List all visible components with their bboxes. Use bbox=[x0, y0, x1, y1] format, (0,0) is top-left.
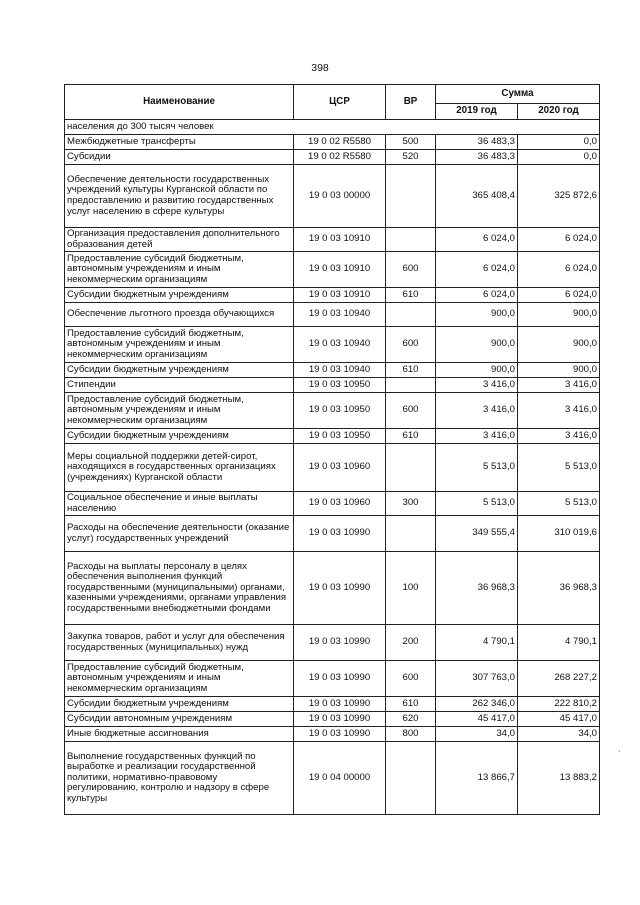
cell-y2019: 365 408,4 bbox=[436, 165, 518, 228]
cell-csr: 19 0 03 10990 bbox=[294, 516, 386, 552]
header-row bbox=[65, 85, 600, 104]
cell-name: Предоставление субсидий бюджетным, автономным учреждениям и иным некоммерческим организациям bbox=[65, 252, 294, 288]
cell-name: Расходы на обеспечение деятельности (оказание услуг) государственных учреждений bbox=[65, 516, 294, 552]
cell-vr bbox=[386, 165, 436, 228]
cell-y2019: 45 417,0 bbox=[436, 712, 518, 727]
cell-vr bbox=[386, 228, 436, 252]
cell-y2020: 45 417,0 bbox=[518, 712, 600, 727]
cell-vr bbox=[386, 444, 436, 492]
cell-y2019: 307 763,0 bbox=[436, 661, 518, 697]
cell-name: Субсидии бюджетным учреждениям bbox=[65, 363, 294, 378]
cell-vr: 620 bbox=[386, 712, 436, 727]
cell-csr: 19 0 03 10990 bbox=[294, 712, 386, 727]
cell-csr: 19 0 03 10940 bbox=[294, 327, 386, 363]
cell-csr: 19 0 04 00000 bbox=[294, 742, 386, 815]
cell-name: Субсидии бюджетным учреждениям bbox=[65, 288, 294, 303]
table-row bbox=[65, 625, 600, 661]
cell-vr: 100 bbox=[386, 552, 436, 625]
table-row bbox=[65, 288, 600, 303]
table-body bbox=[65, 120, 600, 815]
table-row bbox=[65, 135, 600, 150]
table-row bbox=[65, 120, 600, 135]
cell-y2019: 6 024,0 bbox=[436, 288, 518, 303]
table-row bbox=[65, 552, 600, 625]
cell-vr: 600 bbox=[386, 661, 436, 697]
cell-name: Меры социальной поддержки детей-сирот, находящихся в государственных организациях (учреждениях) Курганской области bbox=[65, 444, 294, 492]
cell-y2019: 900,0 bbox=[436, 363, 518, 378]
cell-name: Закупка товаров, работ и услуг для обеспечения государственных (муниципальных) нужд bbox=[65, 625, 294, 661]
header-2019: 2019 год bbox=[436, 104, 518, 120]
cell-y2020: 13 883,2 bbox=[518, 742, 600, 815]
cell-csr: 19 0 03 10990 bbox=[294, 727, 386, 742]
table-row bbox=[65, 727, 600, 742]
cell-y2020: 36 968,3 bbox=[518, 552, 600, 625]
cell-y2019: 349 555,4 bbox=[436, 516, 518, 552]
cell-y2020: 6 024,0 bbox=[518, 288, 600, 303]
cell-y2020: 310 019,6 bbox=[518, 516, 600, 552]
table-row bbox=[65, 327, 600, 363]
table-row bbox=[65, 252, 600, 288]
cell-y2019: 5 513,0 bbox=[436, 492, 518, 516]
cell-name: Обеспечение деятельности государственных учреждений культуры Курганской области по предоставлению и развитию государственных услуг населению в сфере культуры bbox=[65, 165, 294, 228]
header-2020: 2020 год bbox=[518, 104, 600, 120]
cell-y2020: 325 872,6 bbox=[518, 165, 600, 228]
page-number: 398 bbox=[311, 62, 329, 74]
cell-y2020: 5 513,0 bbox=[518, 444, 600, 492]
table-row bbox=[65, 165, 600, 228]
cell-csr: 19 0 03 10940 bbox=[294, 303, 386, 327]
cell-y2020: 3 416,0 bbox=[518, 393, 600, 429]
header-sum: Сумма bbox=[436, 85, 600, 104]
cell-y2019: 36 483,3 bbox=[436, 150, 518, 165]
cell-vr: 610 bbox=[386, 697, 436, 712]
cell-name: Субсидии bbox=[65, 150, 294, 165]
cell-vr: 300 bbox=[386, 492, 436, 516]
cell-csr: 19 0 03 10950 bbox=[294, 378, 386, 393]
cell-y2020: 0,0 bbox=[518, 150, 600, 165]
cell-name: населения до 300 тысяч человек bbox=[65, 120, 600, 135]
cell-y2019: 6 024,0 bbox=[436, 252, 518, 288]
cell-name: Предоставление субсидий бюджетным, автономным учреждениям и иным некоммерческим организациям bbox=[65, 393, 294, 429]
cell-name: Организация предоставления дополнительного образования детей bbox=[65, 228, 294, 252]
cell-y2020: 268 227,2 bbox=[518, 661, 600, 697]
cell-y2020: 3 416,0 bbox=[518, 378, 600, 393]
table-row bbox=[65, 393, 600, 429]
cell-vr: 600 bbox=[386, 327, 436, 363]
cell-csr: 19 0 03 10910 bbox=[294, 228, 386, 252]
cell-name: Иные бюджетные ассигнования bbox=[65, 727, 294, 742]
cell-y2019: 900,0 bbox=[436, 327, 518, 363]
cell-name: Стипендии bbox=[65, 378, 294, 393]
table-row bbox=[65, 492, 600, 516]
table-row bbox=[65, 742, 600, 815]
cell-y2020: 900,0 bbox=[518, 303, 600, 327]
table-row bbox=[65, 444, 600, 492]
cell-y2020: 3 416,0 bbox=[518, 429, 600, 444]
cell-csr: 19 0 03 10940 bbox=[294, 363, 386, 378]
cell-csr: 19 0 03 10990 bbox=[294, 625, 386, 661]
cell-y2019: 3 416,0 bbox=[436, 393, 518, 429]
table-row bbox=[65, 516, 600, 552]
cell-vr: 600 bbox=[386, 393, 436, 429]
header-vr: ВР bbox=[386, 85, 436, 120]
cell-vr: 200 bbox=[386, 625, 436, 661]
cell-y2019: 3 416,0 bbox=[436, 378, 518, 393]
cell-name: Субсидии автономным учреждениям bbox=[65, 712, 294, 727]
table-row bbox=[65, 150, 600, 165]
cell-y2019: 36 968,3 bbox=[436, 552, 518, 625]
table-row bbox=[65, 661, 600, 697]
cell-y2020: 222 810,2 bbox=[518, 697, 600, 712]
cell-y2020: 34,0 bbox=[518, 727, 600, 742]
cell-csr: 19 0 02 R5580 bbox=[294, 135, 386, 150]
scan-mark: ˎ bbox=[618, 742, 621, 752]
cell-name: Предоставление субсидий бюджетным, автономным учреждениям и иным некоммерческим организациям bbox=[65, 661, 294, 697]
cell-csr: 19 0 03 10960 bbox=[294, 492, 386, 516]
cell-vr bbox=[386, 516, 436, 552]
cell-csr: 19 0 03 00000 bbox=[294, 165, 386, 228]
cell-vr: 610 bbox=[386, 363, 436, 378]
cell-name: Обеспечение льготного проезда обучающихся bbox=[65, 303, 294, 327]
cell-csr: 19 0 02 R5580 bbox=[294, 150, 386, 165]
cell-y2020: 900,0 bbox=[518, 363, 600, 378]
cell-y2020: 900,0 bbox=[518, 327, 600, 363]
table-row bbox=[65, 697, 600, 712]
table-row bbox=[65, 303, 600, 327]
cell-vr: 800 bbox=[386, 727, 436, 742]
cell-csr: 19 0 03 10950 bbox=[294, 429, 386, 444]
cell-y2020: 4 790,1 bbox=[518, 625, 600, 661]
cell-name: Расходы на выплаты персоналу в целях обеспечения выполнения функций государственными (муниципальными) органами, казенными учреждениями, органами управления государственными внебюджетными фондами bbox=[65, 552, 294, 625]
cell-csr: 19 0 03 10910 bbox=[294, 288, 386, 303]
header-name: Наименование bbox=[65, 85, 294, 120]
cell-y2019: 900,0 bbox=[436, 303, 518, 327]
cell-csr: 19 0 03 10990 bbox=[294, 552, 386, 625]
cell-vr: 610 bbox=[386, 429, 436, 444]
cell-y2020: 6 024,0 bbox=[518, 228, 600, 252]
budget-table bbox=[64, 84, 600, 815]
header-csr: ЦСР bbox=[294, 85, 386, 120]
cell-csr: 19 0 03 10990 bbox=[294, 697, 386, 712]
table-row bbox=[65, 429, 600, 444]
cell-y2019: 3 416,0 bbox=[436, 429, 518, 444]
cell-vr: 500 bbox=[386, 135, 436, 150]
cell-vr bbox=[386, 742, 436, 815]
cell-y2020: 0,0 bbox=[518, 135, 600, 150]
cell-y2020: 6 024,0 bbox=[518, 252, 600, 288]
cell-csr: 19 0 03 10990 bbox=[294, 661, 386, 697]
cell-csr: 19 0 03 10910 bbox=[294, 252, 386, 288]
cell-y2019: 13 866,7 bbox=[436, 742, 518, 815]
cell-y2020: 5 513,0 bbox=[518, 492, 600, 516]
cell-name: Субсидии бюджетным учреждениям bbox=[65, 697, 294, 712]
table-row bbox=[65, 228, 600, 252]
cell-csr: 19 0 03 10960 bbox=[294, 444, 386, 492]
cell-y2019: 6 024,0 bbox=[436, 228, 518, 252]
cell-vr bbox=[386, 303, 436, 327]
cell-y2019: 36 483,3 bbox=[436, 135, 518, 150]
cell-y2019: 262 346,0 bbox=[436, 697, 518, 712]
cell-name: Субсидии бюджетным учреждениям bbox=[65, 429, 294, 444]
cell-name: Выполнение государственных функций по выработке и реализации государственной политики, нормативно-правовому регулированию, контролю и надзору в сфере культуры bbox=[65, 742, 294, 815]
cell-vr bbox=[386, 378, 436, 393]
cell-csr: 19 0 03 10950 bbox=[294, 393, 386, 429]
cell-vr: 520 bbox=[386, 150, 436, 165]
cell-name: Социальное обеспечение и иные выплаты населению bbox=[65, 492, 294, 516]
cell-vr: 610 bbox=[386, 288, 436, 303]
cell-y2019: 4 790,1 bbox=[436, 625, 518, 661]
cell-y2019: 5 513,0 bbox=[436, 444, 518, 492]
table-row bbox=[65, 378, 600, 393]
cell-y2019: 34,0 bbox=[436, 727, 518, 742]
cell-name: Предоставление субсидий бюджетным, автономным учреждениям и иным некоммерческим организациям bbox=[65, 327, 294, 363]
cell-vr: 600 bbox=[386, 252, 436, 288]
table-row bbox=[65, 712, 600, 727]
cell-name: Межбюджетные трансферты bbox=[65, 135, 294, 150]
table-row bbox=[65, 363, 600, 378]
